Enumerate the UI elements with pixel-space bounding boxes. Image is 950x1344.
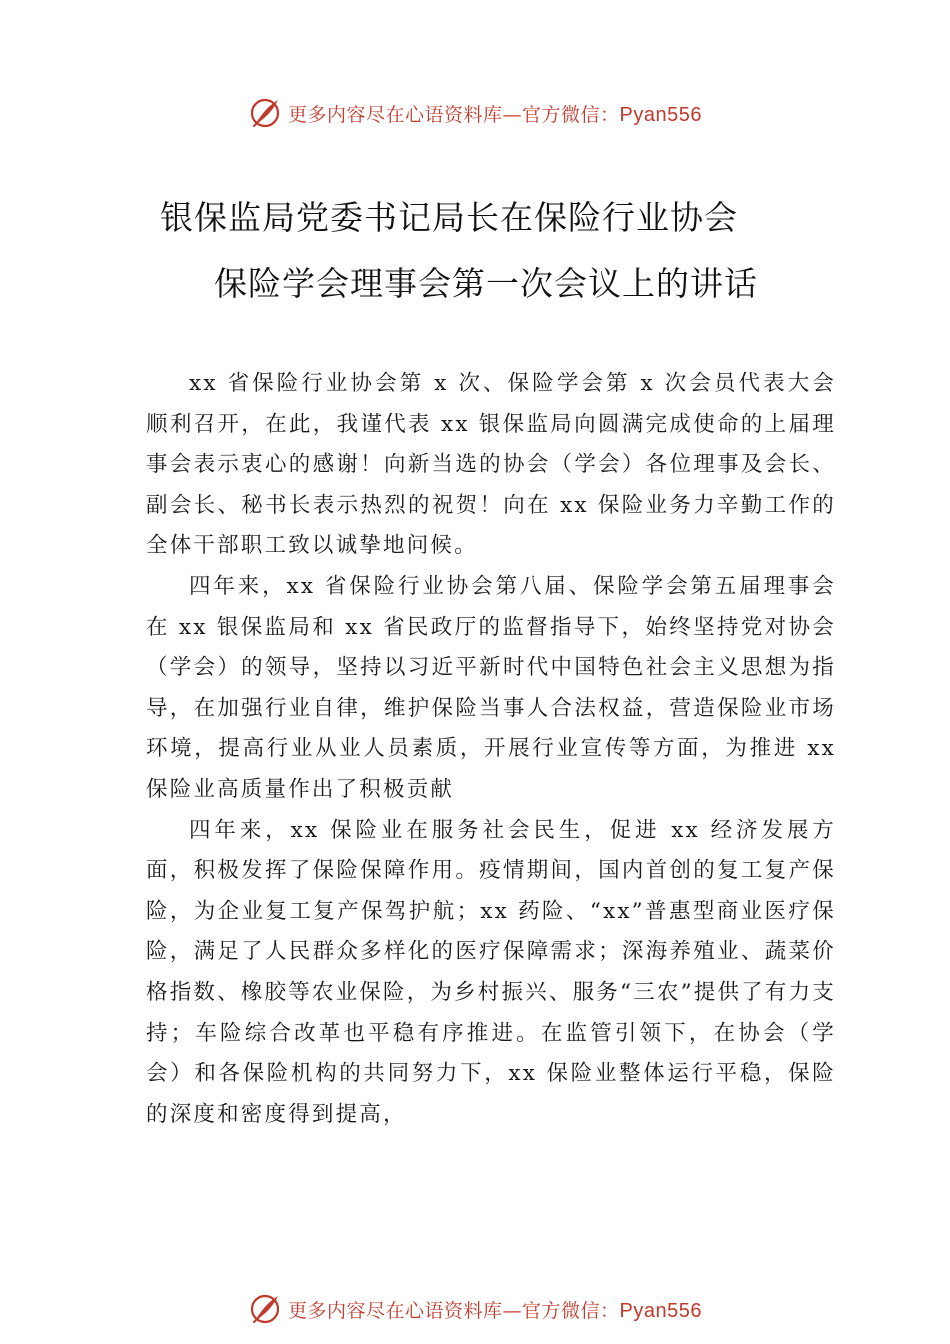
watermark-separator: — <box>502 103 523 126</box>
watermark-official-label: 官方微信： <box>522 103 620 126</box>
document-body <box>146 364 836 1135</box>
watermark-slogan: 更多内容尽在心语资料库 <box>288 103 503 126</box>
watermark-official-label: 官方微信： <box>522 1299 620 1322</box>
document-title-line-2: 保险学会理事会第一次会议上的讲话 <box>214 264 758 303</box>
paragraph-2: 四年来，xx 省保险行业协会第八届、保险学会第五届理事会在 xx 银保监局和 xx 省民政厅的监督指导下，始终坚持党对协会（学会）的领导，坚持以习近平新时代中国特色社会主义思想为指导，在加强行业自律，维护保险当事人合法权益，营造保险业市场环境，提高行业从业人员素质，开展行业宣传等方面，为推进 xx 保险业高质量作出了积极贡献 <box>146 573 836 802</box>
paragraph-3: 四年来，xx 保险业在服务社会民生，促进 xx 经济发展方面，积极发挥了保险保障作用。疫情期间，国内首创的复工复产保险，为企业复工复产保驾护航；xx 药险、“xx”普惠型商业医疗保险，满足了人民群众多样化的医疗保障需求；深海养殖业、蔬菜价格指数、橡胶等农业保险，为乡村振兴、服务“三农”提供了有力支持；车险综合改革也平稳有序推进。在监管引领下，在协会（学会）和各保险机构的共同努力下，xx 保险业整体运行平稳，保险的深度和密度得到提高， <box>146 817 836 1127</box>
quill-pen-logo-icon <box>248 1292 282 1326</box>
watermark-wechat-id: Pyan556 <box>619 103 702 126</box>
document-title-line-1: 银保监局党委书记局长在保险行业协会 <box>160 198 738 237</box>
watermark-content <box>248 1292 702 1326</box>
watermark-slogan: 更多内容尽在心语资料库 <box>288 1299 503 1322</box>
paragraph-1: xx 省保险行业协会第 x 次、保险学会第 x 次会员代表大会顺利召开，在此，我谨代表 xx 银保监局向圆满完成使命的上届理事会表示衷心的感谢！向新当选的协会（学会）各位理事及会长、副会长、秘书长表示热烈的祝贺！向在 xx 保险业务力辛勤工作的全体干部职工致以诚挚地问候。 <box>146 371 836 559</box>
quill-pen-logo-icon <box>248 96 282 130</box>
header-watermark <box>0 93 950 133</box>
footer-watermark <box>0 1289 950 1329</box>
watermark-content <box>248 96 702 130</box>
watermark-text <box>288 100 702 127</box>
watermark-separator: — <box>502 1299 523 1322</box>
watermark-wechat-id: Pyan556 <box>619 1299 702 1322</box>
watermark-text <box>288 1296 702 1323</box>
